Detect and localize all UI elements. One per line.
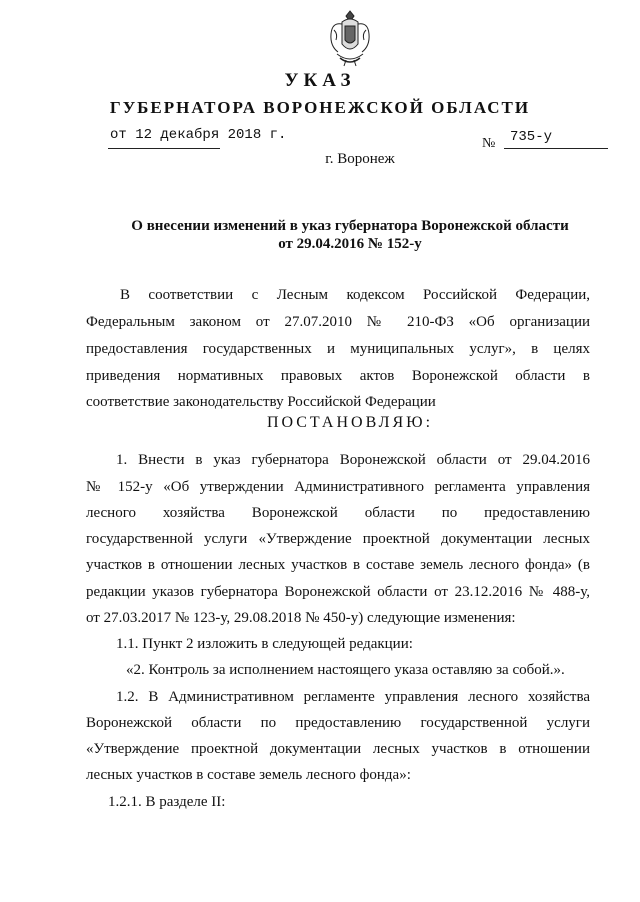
- preamble-line: соответствие законодательству Российской Федерации: [86, 394, 436, 410]
- issuer-title: ГУБЕРНАТОРА ВОРОНЕЖСКОЙ ОБЛАСТИ: [109, 98, 531, 117]
- paragraph-line: участков в отношении лесных участков в составе земель лесного фонда» (в: [86, 557, 590, 573]
- paragraph-line: лесного хозяйства Воронежской области по предоставлению: [86, 505, 590, 521]
- paragraph-line: 1. Внести в указ губернатора Воронежской области от 29.04.2016: [116, 452, 590, 468]
- heading-line: от 29.04.2016 № 152-у: [278, 236, 422, 252]
- paragraph-line: редакции указов губернатора Воронежской области от 23.12.2016 № 488-у,: [86, 584, 590, 600]
- decree-word: ПОСТАНОВЛЯЮ:: [266, 414, 434, 431]
- subparagraph-line: 1.1. Пункт 2 изложить в следующей редакции:: [116, 636, 413, 652]
- preamble-line: приведения нормативных правовых актов Воронежской области в: [86, 368, 590, 384]
- decree-date: от 12 декабря 2018 г.: [110, 127, 287, 143]
- paragraph-line: от 27.03.2017 № 123-у, 29.08.2018 № 450-у) следующие изменения:: [86, 610, 516, 626]
- document-type-title: УКАЗ: [284, 70, 356, 91]
- preamble-line: предоставления государственных и муниципальных услуг», в целях: [86, 341, 590, 357]
- decree-number: 735-у: [510, 129, 553, 145]
- number-sign: №: [482, 136, 496, 151]
- coat-of-arms-icon: [328, 10, 372, 68]
- preamble-line: Федеральным законом от 27.07.2010 № 210-ФЗ «Об организации: [86, 314, 590, 330]
- paragraph-line: государственной услуги «Утверждение проектной документации лесных: [86, 531, 590, 547]
- preamble-line: В соответствии с Лесным кодексом Российской Федерации,: [120, 287, 590, 303]
- date-underline: [108, 148, 220, 149]
- heading-line: О внесении изменений в указ губернатора Воронежской области: [131, 218, 569, 234]
- number-underline: [504, 148, 608, 149]
- quoted-line: «2. Контроль за исполнением настоящего указа оставляю за собой.».: [126, 662, 565, 678]
- paragraph-line: № 152-у «Об утверждении Административного регламента управления: [86, 479, 590, 495]
- document-heading: [60, 217, 640, 253]
- city-name: г. Воронеж: [325, 151, 395, 167]
- subparagraph-line: 1.2. В Административном регламенте управления лесного хозяйства: [116, 689, 590, 705]
- subparagraph-line: лесных участков в составе земель лесного фонда»:: [86, 767, 411, 783]
- subparagraph-line: 1.2.1. В разделе II:: [108, 794, 226, 810]
- subparagraph-line: «Утверждение проектной документации лесных участков в отношении: [86, 741, 590, 757]
- subparagraph-line: Воронежской области по предоставлению государственной услуги: [86, 715, 590, 731]
